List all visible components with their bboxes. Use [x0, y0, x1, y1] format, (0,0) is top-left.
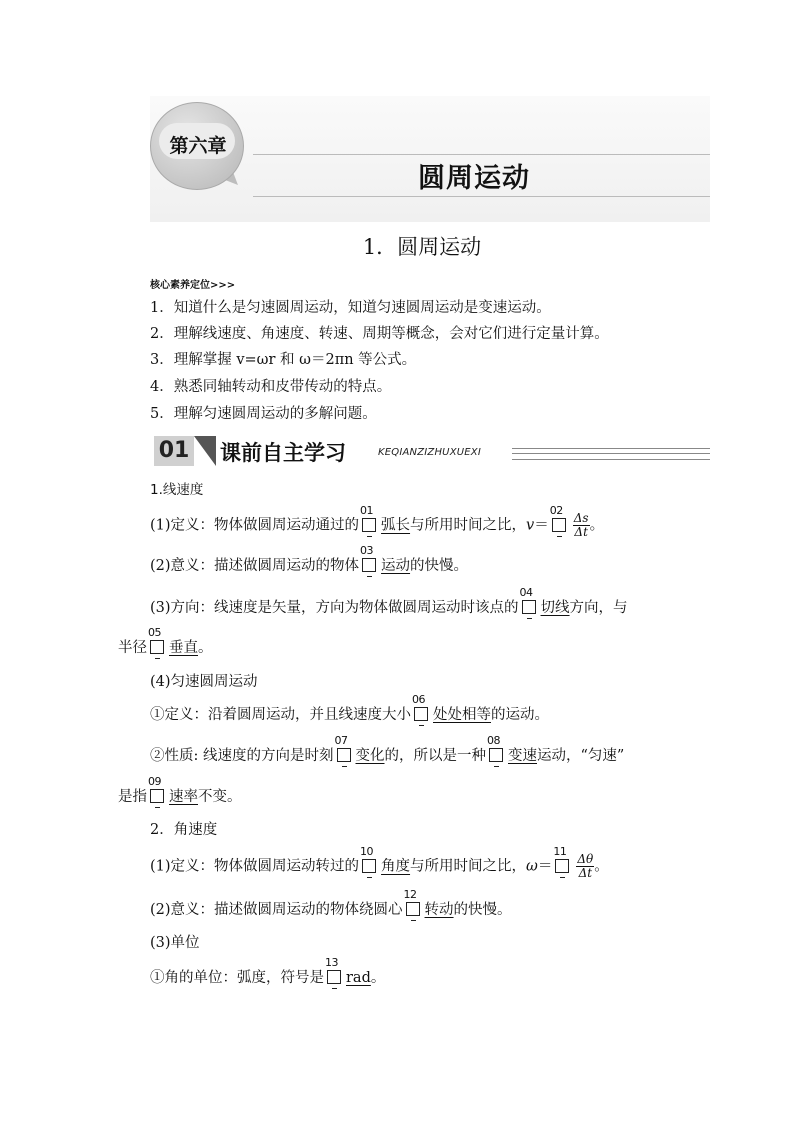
blank-11[interactable]: [553, 844, 572, 874]
blank-box: [362, 558, 376, 572]
goal-item: 4．熟悉同轴转动和皮带传动的特点。: [150, 379, 392, 395]
section-banner-triangle: [194, 436, 216, 466]
paragraph-definition-2: [150, 844, 609, 880]
text: (2)意义：描述做圆周运动的物体绕圆心: [150, 902, 403, 918]
text: 。: [594, 858, 609, 875]
blank-number: 09: [148, 775, 161, 788]
heading-angular-velocity: 2．角速度: [150, 822, 218, 838]
paragraph-uniform-property: [150, 734, 625, 765]
blank-box: [150, 640, 164, 654]
goal-item: 1．知道什么是匀速圆周运动，知道匀速圆周运动是变速运动。: [150, 300, 551, 316]
paragraph-meaning-1: [150, 544, 469, 575]
text: 。: [370, 970, 386, 986]
section-number: 01: [154, 436, 194, 466]
goal-item: 5．理解匀速圆周运动的多解问题。: [150, 406, 377, 422]
blank-dot: [527, 618, 532, 619]
blank-09[interactable]: [148, 775, 167, 804]
blank-dot: [367, 536, 372, 537]
blank-05[interactable]: [148, 626, 167, 655]
paragraph-direction: [150, 586, 628, 617]
blank-number: 13: [325, 956, 338, 969]
text: 与所用时间之比，: [410, 517, 527, 534]
banner-rule-bottom: [253, 196, 710, 197]
blank-box: [362, 859, 376, 873]
blank-box: [337, 748, 351, 762]
text: (1)定义：物体做圆周运动通过的: [150, 517, 360, 534]
blank-number: 07: [334, 734, 348, 747]
paragraph-uniform-property-cont: [118, 775, 242, 806]
blank-number: 05: [148, 626, 161, 639]
section-banner-title: 课前自主学习: [220, 441, 346, 465]
blank-03[interactable]: [360, 544, 379, 573]
text: (1)定义：物体做圆周运动转过的: [150, 858, 360, 875]
goals-heading: 核心素养定位>>>: [150, 280, 236, 291]
blank-box: [555, 859, 569, 873]
chapter-title: 圆周运动: [418, 163, 530, 194]
text: ＝: [537, 858, 553, 875]
text: (2)意义：描述做圆周运动的物体: [150, 558, 360, 574]
blank-number: 06: [412, 693, 425, 706]
heading-units: (3)单位: [150, 935, 200, 951]
blank-box: [327, 970, 341, 984]
blank-dot: [419, 725, 424, 726]
answer: 弧长: [381, 517, 411, 534]
denominator: Δt: [578, 866, 593, 880]
text: 的快慢。: [410, 558, 469, 574]
numerator: Δs: [573, 511, 589, 525]
text: 。: [589, 517, 605, 534]
blank-box: [150, 789, 164, 803]
blank-number: 12: [403, 888, 417, 901]
paragraph-direction-cont: [118, 626, 213, 657]
paragraph-definition-1: [150, 503, 605, 539]
blank-dot: [367, 576, 372, 577]
blank-dot: [332, 988, 337, 989]
blank-04[interactable]: [519, 586, 539, 615]
section-banner-subtitle: KEQIANZIZHUXUEXI: [378, 447, 481, 458]
text: 不变。: [198, 789, 242, 805]
chapter-banner: [150, 96, 710, 222]
text: 运动，“匀速”: [537, 748, 625, 764]
blank-number: 11: [553, 844, 567, 858]
blank-box: [362, 518, 376, 532]
blank-dot: [411, 920, 416, 921]
blank-box: [489, 748, 503, 762]
answer: 运动: [381, 558, 411, 574]
blank-13[interactable]: [325, 956, 344, 985]
answer: 速率: [169, 789, 198, 805]
blank-02[interactable]: [549, 503, 569, 533]
blank-dot: [367, 877, 372, 878]
numerator: Δθ: [577, 852, 594, 866]
answer: 变化: [355, 748, 385, 764]
banner-rule-top: [253, 154, 710, 155]
chapter-badge: [150, 102, 244, 190]
text: 的运动。: [491, 707, 549, 723]
text: 的，所以是一种: [384, 748, 486, 764]
blank-dot: [155, 658, 160, 659]
blank-dot: [342, 766, 347, 767]
heading-linear-velocity: 1.线速度: [150, 482, 204, 498]
blank-08[interactable]: [487, 734, 506, 763]
blank-box: [522, 600, 536, 614]
blank-dot: [155, 807, 160, 808]
section-title: 1．圆周运动: [362, 235, 482, 259]
section-banner: [150, 436, 710, 466]
blank-10[interactable]: [360, 844, 379, 874]
fraction: [576, 853, 594, 880]
heading-uniform-circular: (4)匀速圆周运动: [150, 674, 258, 690]
answer: 变速: [508, 748, 537, 764]
answer: rad: [346, 970, 371, 986]
answer: 转动: [424, 902, 454, 918]
blank-06[interactable]: [412, 693, 431, 722]
text: 半径: [118, 640, 147, 656]
paragraph-uniform-definition: [150, 693, 549, 724]
paragraph-angle-unit: [150, 956, 386, 987]
section-banner-rules: [512, 448, 710, 460]
text: ①角的单位：弧度，符号是: [150, 970, 324, 986]
blank-box: [552, 518, 566, 532]
blank-box: [406, 902, 420, 916]
answer: 切线: [540, 600, 570, 616]
text: 方向，与: [569, 600, 628, 616]
text: 。: [198, 640, 213, 656]
denominator: Δt: [574, 525, 588, 539]
blank-box: [414, 707, 428, 721]
fraction: [573, 512, 590, 539]
chapter-label: 第六章: [169, 135, 227, 157]
blank-number: 04: [519, 586, 533, 599]
text: 的快慢。: [453, 902, 512, 918]
answer: 垂直: [169, 640, 198, 656]
blank-dot: [560, 877, 565, 878]
answer: 角度: [381, 858, 411, 875]
blank-number: 03: [360, 544, 374, 557]
goal-item: 3．理解掌握 v=ωr 和 ω＝2πn 等公式。: [150, 352, 417, 368]
symbol: ω: [526, 858, 538, 875]
blank-number: 02: [549, 503, 563, 517]
text: 与所用时间之比，: [410, 858, 527, 875]
paragraph-meaning-2: [150, 888, 512, 919]
blank-dot: [494, 766, 499, 767]
answer: 处处相等: [433, 707, 491, 723]
goal-item: 2．理解线速度、角速度、转速、周期等概念，会对它们进行定量计算。: [150, 326, 609, 342]
text: ②性质: 线速度的方向是时刻: [150, 748, 334, 764]
blank-01[interactable]: [360, 503, 379, 533]
blank-dot: [557, 536, 562, 537]
blank-number: 08: [487, 734, 500, 747]
text: ＝: [534, 517, 549, 534]
blank-07[interactable]: [334, 734, 354, 763]
blank-number: 10: [360, 844, 374, 858]
blank-12[interactable]: [403, 888, 423, 917]
blank-number: 01: [360, 503, 374, 517]
symbol: v: [526, 517, 535, 534]
text: (3)方向：线速度是矢量，方向为物体做圆周运动时该点的: [150, 600, 519, 616]
text: ①定义：沿着圆周运动，并且线速度大小: [150, 707, 411, 723]
text: 是指: [118, 789, 147, 805]
